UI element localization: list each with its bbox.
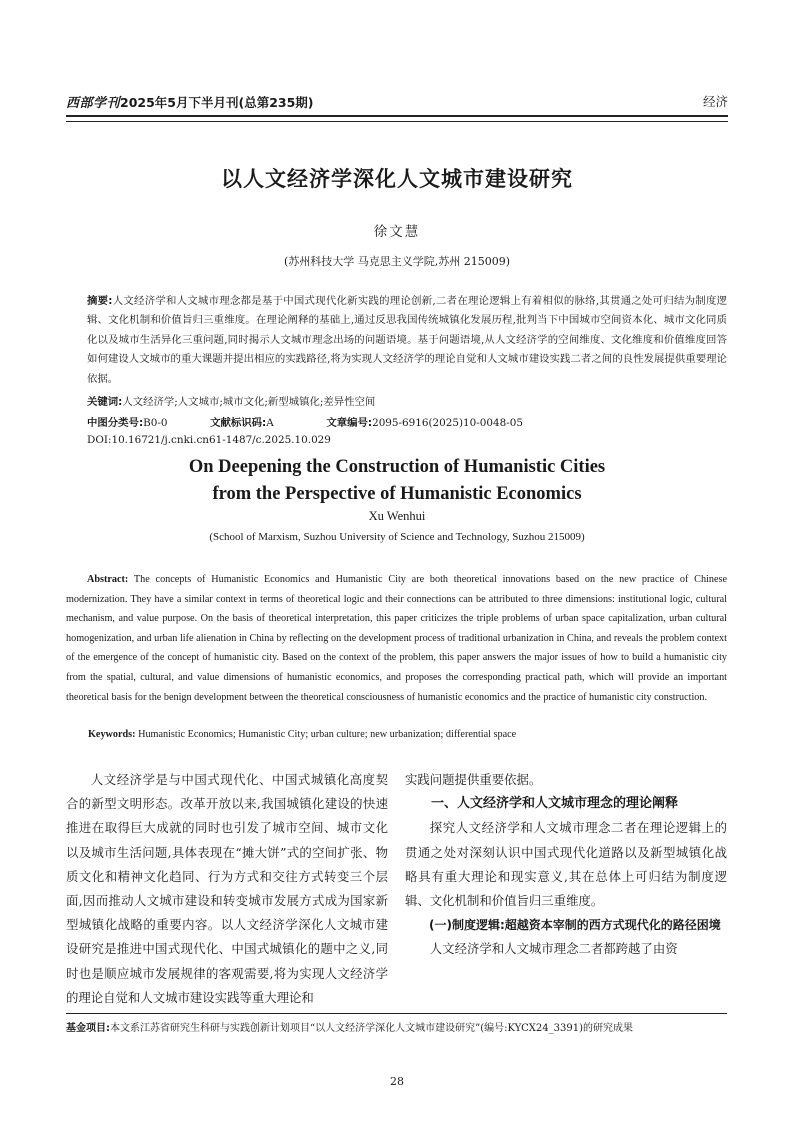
body-left-column xyxy=(66,768,388,1010)
english-abstract xyxy=(66,570,727,707)
subsection-heading-1: (一)制度逻辑:超越资本宰制的西方式现代化的路径困境 xyxy=(429,918,721,933)
english-title-line-2: from the Perspective of Humanistic Economics xyxy=(212,484,582,504)
article-no-label: 文章编号: xyxy=(326,417,373,429)
intro-continuation: 实践问题提供重要依据。 xyxy=(405,772,542,787)
section-heading-1: 一、人文经济学和人文城市理念的理论阐释 xyxy=(431,796,679,812)
english-abstract-text: The concepts of Humanistic Economics and Humanistic City are both theoretical innovations based on the new practice of Chinese modernization. They have a similar context in terms of theoretical logic and their connections can be attributed to three dimensions: institutional logic, cultural mechanism, and value purpose. On the basis of theoretical interpretation, this paper criticizes the triple problems of urban space capitalization, urban cultural homogenization, and urban life alienation in China by reflecting on the development process of traditional urbanization in China, and reveals the problem context of the emergence of the concept of humanistic city. Based on the context of the problem, this paper answers the major issues of how to build a humanistic city from the spatial, cultural, and value dimensions of humanistic economics, and proposes the corresponding practical path, which will provide an important theoretical basis for the benign development between the theoretical consciousness of humanistic economics and the practice of humanistic city construction. xyxy=(66,574,727,703)
abstract-text: 人文经济学和人文城市理念都是基于中国式现代化新实践的理论创新,二者在理论逻辑上有着相似的脉络,其贯通之处可归结为制度逻辑、文化机制和价值旨归三重维度。在理论阐释的基础上,通过反思我国传统城镇化发展历程,批判当下中国城市空间资本化、城市文化同质化以及城市生活异化三重问题,同时揭示人文城市理念出场的问题语境。基于问题语境,从人文经济学的空间维度、文化维度和价值维度回答如何建设人文城市的重大课题并提出相应的实践路径,将为实现人文经济学的理论自觉和人文城市建设实践二者之间的良性发展提供重要理论依据。 xyxy=(87,295,727,385)
article-no-value: 2095-6916(2025)10-0048-05 xyxy=(372,417,523,429)
subsection-1-paragraph: 人文经济学和人文城市理念二者都跨越了由资 xyxy=(429,941,678,957)
page-number: 28 xyxy=(390,1075,404,1088)
funding-text: 本文系江苏省研究生科研与实践创新计划项目“以人文经济学深化人文城市建设研究”(编号:KYCX24_3391)的研究成果 xyxy=(110,1023,633,1034)
doc-code-value: A xyxy=(266,417,274,429)
english-keywords-text: Humanistic Economics; Humanistic City; urban culture; new urbanization; differential space xyxy=(135,729,517,740)
journal-name: 西部学刊 xyxy=(66,96,121,111)
english-affiliation: (School of Marxism, Suzhou University of Science and Technology, Suzhou 215009) xyxy=(209,531,585,543)
english-keywords-label: Keywords: xyxy=(88,729,136,740)
english-title xyxy=(0,454,794,508)
footnote-rule xyxy=(66,1013,727,1014)
classification-line xyxy=(87,414,523,429)
chinese-affiliation: (苏州科技大学 马克思主义学院,苏州 215009) xyxy=(283,255,511,268)
chinese-keywords xyxy=(87,393,375,408)
journal-issue-info xyxy=(66,92,314,111)
section-1-paragraph: 探究人文经济学和人文城市理念二者在理论逻辑上的贯通之处对深刻认识中国式现代化道路以及新型城镇化战略具有重大理论和现实意义,其在总体上可归结为制度逻辑、文化机制和价值旨归三重维度。 xyxy=(405,820,727,909)
abstract-label: 摘要: xyxy=(87,295,113,307)
english-title-line-1: On Deepening the Construction of Humanistic Cities xyxy=(188,457,606,477)
funding-footnote xyxy=(66,1019,727,1034)
doi: DOI:10.16721/j.cnki.cn61-1487/c.2025.10.029 xyxy=(87,434,331,446)
english-abstract-label: Abstract: xyxy=(87,574,129,585)
keywords-label: 关键词: xyxy=(87,396,123,408)
body-right-column xyxy=(405,768,727,962)
issue-info: 2025年5月下半月刊(总第235期) xyxy=(120,95,314,110)
running-header xyxy=(66,90,728,112)
section-name: 经济 xyxy=(702,94,728,109)
clc-value: B0-0 xyxy=(143,417,168,429)
funding-label: 基金项目: xyxy=(66,1023,110,1034)
english-author: Xu Wenhui xyxy=(368,509,426,523)
english-keywords xyxy=(88,729,728,740)
header-rule xyxy=(66,115,728,122)
chinese-title: 以人文经济学深化人文城市建设研究 xyxy=(221,167,573,191)
chinese-abstract xyxy=(87,292,727,389)
doc-code-label: 文献标识码: xyxy=(210,417,267,429)
chinese-author: 徐文慧 xyxy=(373,224,421,240)
clc-label: 中图分类号: xyxy=(87,417,144,429)
keywords-text: 人文经济学;人文城市;城市文化;新型城镇化;差异性空间 xyxy=(122,396,376,408)
intro-paragraph: 人文经济学是与中国式现代化、中国式城镇化高度契合的新型文明形态。改革开放以来,我国城镇化建设的快速推进在取得巨大成就的同时也引发了城市空间、城市文化以及城市生活问题,具体表现在“摊大饼”式的空间扩张、物质文化和精神文化趋同、行为方式和交往方式转变三个层面,因而推动人文城市建设和转变城市发展方式成为国家新型城镇化战略的重要内容。以人文经济学深化人文城市建设研究是推进中国式现代化、中国式城镇化的题中之义,同时也是顺应城市发展规律的客观需要,将为实现人文经济学的理论自觉和人文城市建设实践等重大理论和 xyxy=(66,772,388,1005)
